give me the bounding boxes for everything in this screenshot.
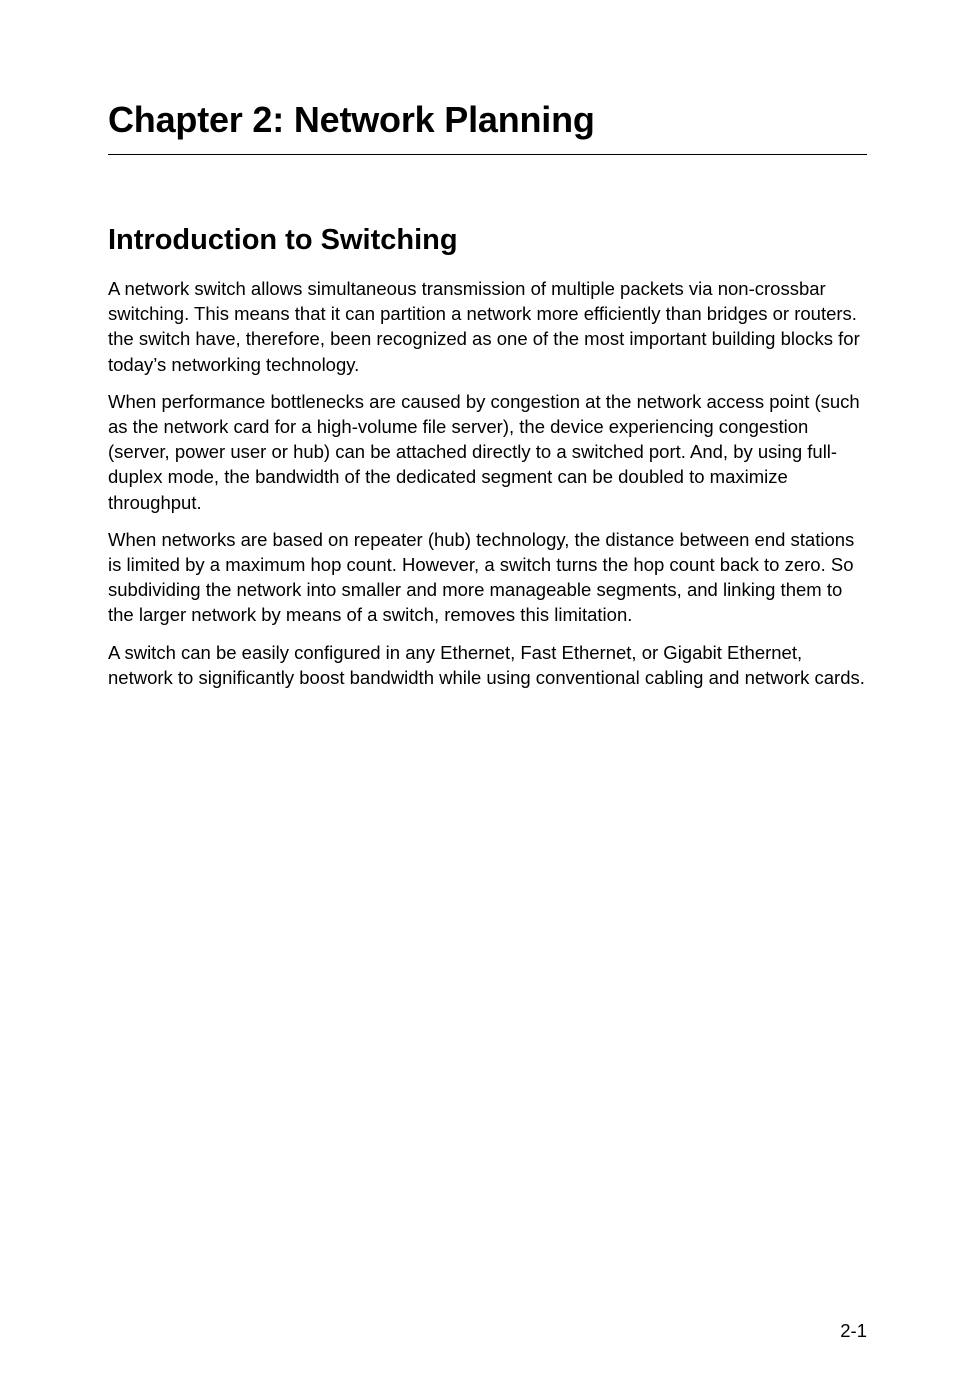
section-body [108, 276, 870, 702]
section-heading: Introduction to Switching [108, 224, 458, 256]
document-page [108, 0, 867, 1388]
body-paragraph: A switch can be easily configured in any Ethernet, Fast Ethernet, or Gigabit Ethernet, network to significantly boost bandwidth while using conventional cabling and network cards. [108, 641, 865, 688]
body-paragraph: When performance bottlenecks are caused by congestion at the network access point (such as the network card for a high-volume file server), the device experiencing congestion (server, power user or hub) can be attached directly to a switched port. And, by using full-duplex mode, the bandwidth of the dedicated segment can be doubled to maximize throughput. [108, 390, 860, 513]
chapter-title: Chapter 2: Network Planning [108, 99, 595, 140]
body-paragraph: When networks are based on repeater (hub) technology, the distance between end stations is limited by a maximum hop count. However, a switch turns the hop count back to zero. So subdividing the network into smaller and more manageable segments, and linking them to the larger network by means of a switch, removes this limitation. [108, 528, 855, 626]
title-divider [108, 154, 867, 155]
body-paragraph: A network switch allows simultaneous transmission of multiple packets via non-crossbar switching. This means that it can partition a network more efficiently than bridges or routers. the switch have, therefore, been recognized as one of the most important building blocks for today’s networking technology. [108, 278, 860, 375]
page-number: 2-1 [840, 1320, 867, 1341]
